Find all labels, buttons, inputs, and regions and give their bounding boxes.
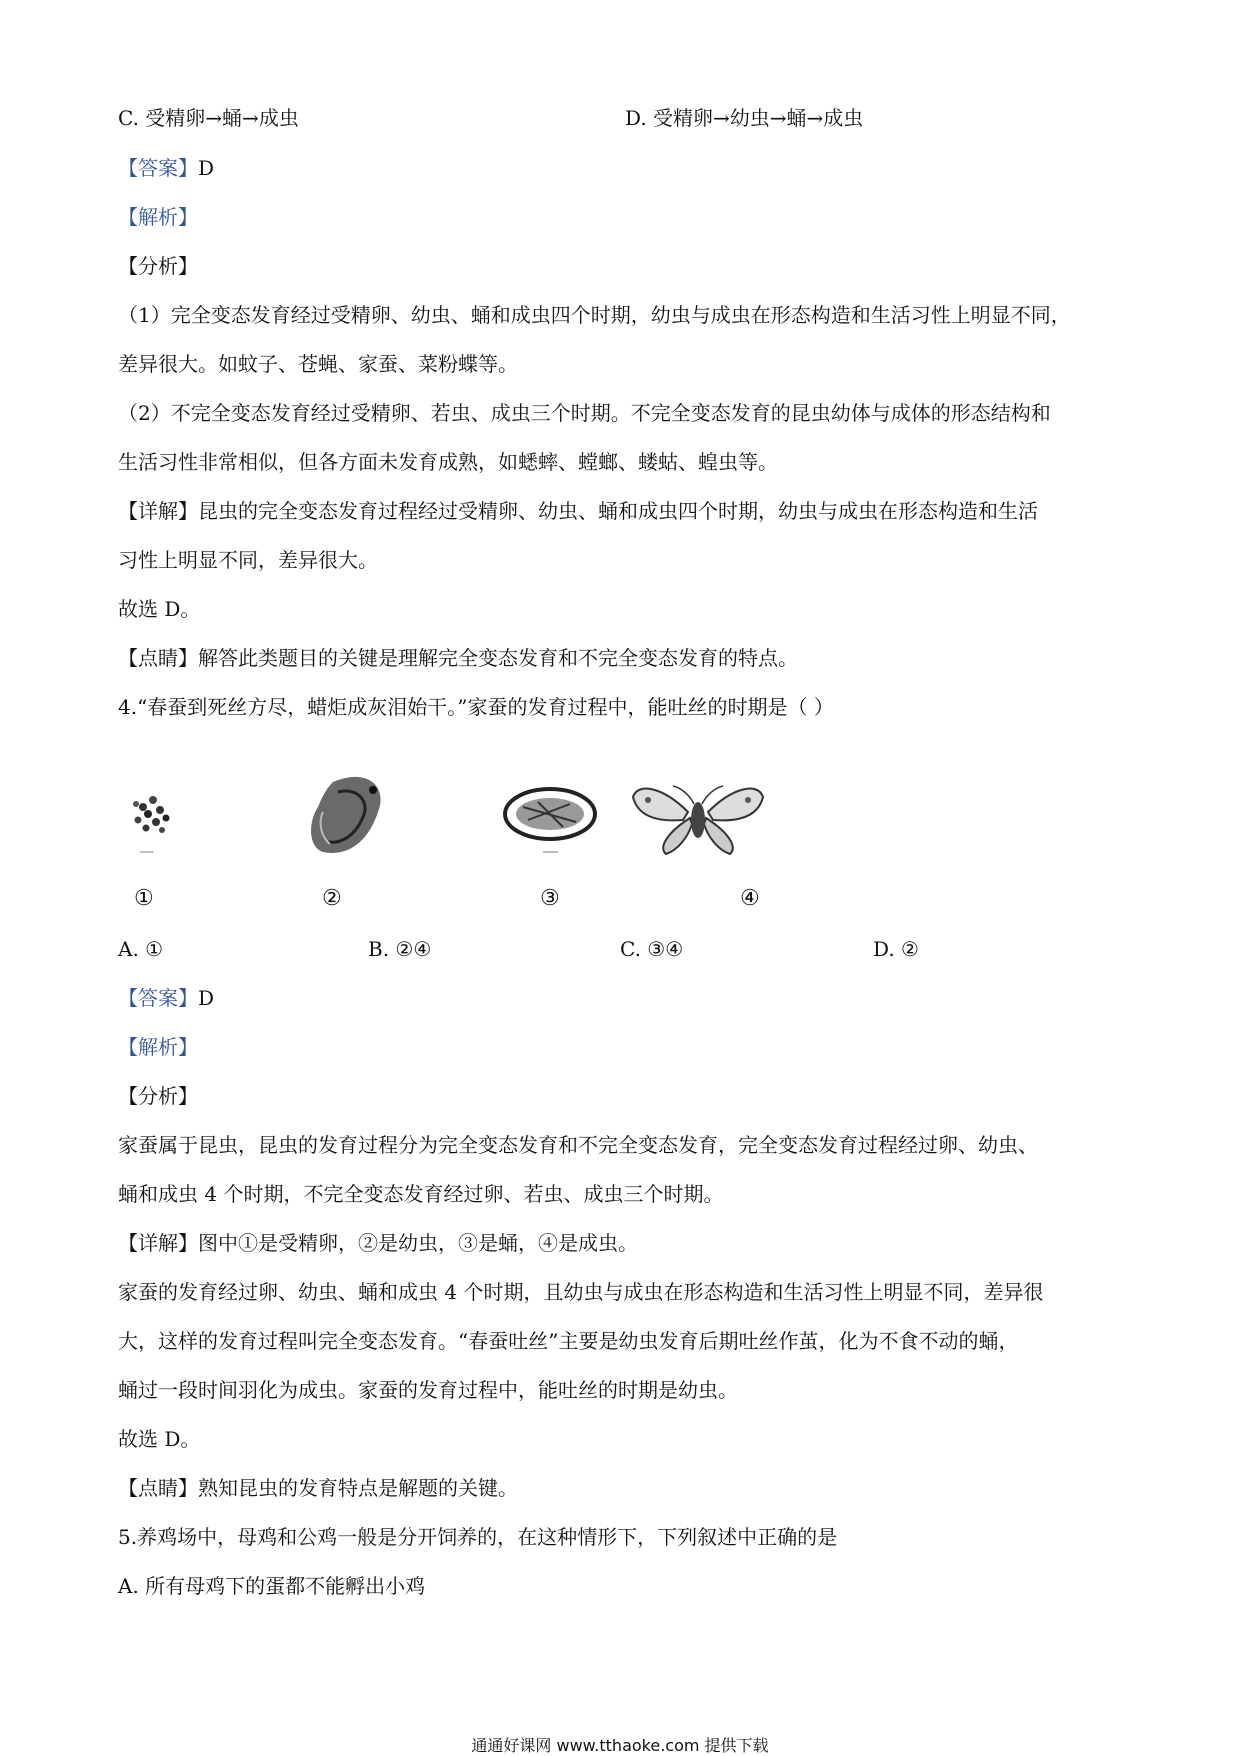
- q4-option-d: D. ②: [873, 937, 919, 961]
- q3-dianjing: 【点睛】解答此类题目的关键是理解完全变态发育和不完全变态发育的特点。: [118, 646, 798, 670]
- q4-jiexi-tag: 【解析】: [118, 1035, 198, 1059]
- answer-value: D: [198, 156, 215, 180]
- fig-label-4: ④: [740, 886, 760, 911]
- q4-option-b: B. ②④: [368, 937, 432, 961]
- answer-value: D: [198, 986, 215, 1010]
- answer-tag: 【答案】: [118, 156, 198, 180]
- q3-option-c: C. 受精卵→蛹→成虫: [118, 106, 299, 130]
- answer-tag: 【答案】: [118, 986, 198, 1010]
- q4-analysis-2: 蛹和成虫 4 个时期，不完全变态发育经过卵、若虫、成虫三个时期。: [118, 1182, 724, 1206]
- q4-analysis-1: 家蚕属于昆虫，昆虫的发育过程分为完全变态发育和不完全变态发育，完全变态发育过程经过卵、幼虫、: [118, 1133, 1038, 1157]
- q4-stem: 4.“春蚕到死丝方尽，蜡炬成灰泪始干。”家蚕的发育过程中，能吐丝的时期是（ ）: [118, 695, 834, 719]
- q4-option-c: C. ③④: [620, 937, 684, 961]
- q4-option-a: A. ①: [118, 937, 164, 961]
- q3-jiexi-tag: 【解析】: [118, 205, 198, 229]
- fig-label-3: ③: [540, 886, 560, 911]
- fig-label-1: ①: [134, 886, 154, 911]
- q3-answer: [118, 154, 214, 182]
- q3-detail-b: 习性上明显不同，差异很大。: [118, 548, 378, 572]
- q3-analysis-2b: 生活习性非常相似，但各方面未发育成熟，如蟋蟀、螳螂、蝼蛄、蝗虫等。: [118, 450, 778, 474]
- q3-option-d: D. 受精卵→幼虫→蛹→成虫: [625, 106, 864, 130]
- q5-option-a: A. 所有母鸡下的蛋都不能孵出小鸡: [118, 1574, 426, 1598]
- larva-image: [311, 777, 381, 853]
- q3-analysis-2a: （2）不完全变态发育经过受精卵、若虫、成虫三个时期。不完全变态发育的昆虫幼体与成体的形态结构和: [118, 401, 1051, 425]
- q3-choose: 故选 D。: [118, 597, 201, 621]
- q4-answer: [118, 984, 214, 1012]
- pupa-cocoon-image: [505, 789, 595, 852]
- q4-choose: 故选 D。: [118, 1427, 201, 1451]
- silkworm-stages-figure: [118, 752, 838, 872]
- moth-image: [633, 786, 763, 854]
- egg-cluster-image: [133, 796, 170, 852]
- q4-dianjing: 【点睛】熟知昆虫的发育特点是解题的关键。: [118, 1476, 518, 1500]
- q4-detail-3: 大，这样的发育过程叫完全变态发育。“春蚕吐丝”主要是幼虫发育后期吐丝作茧，化为不食不动的蛹，: [118, 1329, 1019, 1353]
- q4-detail-4: 蛹过一段时间羽化为成虫。家蚕的发育过程中，能吐丝的时期是幼虫。: [118, 1378, 738, 1402]
- q3-detail-a: 【详解】昆虫的完全变态发育过程经过受精卵、幼虫、蛹和成虫四个时期，幼虫与成虫在形态构造和生活: [118, 499, 1038, 523]
- q4-detail-1: 【详解】图中①是受精卵，②是幼虫，③是蛹，④是成虫。: [118, 1231, 638, 1255]
- footer-source: 通通好课网 www.tthaoke.com 提供下载: [471, 1736, 769, 1755]
- q3-analysis-1a: （1）完全变态发育经过受精卵、幼虫、蛹和成虫四个时期，幼虫与成虫在形态构造和生活习性上明显不同，: [118, 303, 1071, 327]
- q3-fenxi-tag: 【分析】: [118, 254, 198, 278]
- q3-analysis-1b: 差异很大。如蚊子、苍蝇、家蚕、菜粉蝶等。: [118, 352, 518, 376]
- q4-detail-2: 家蚕的发育经过卵、幼虫、蛹和成虫 4 个时期，且幼虫与成虫在形态构造和生活习性上明显不同，差异很: [118, 1280, 1044, 1304]
- q4-fenxi-tag: 【分析】: [118, 1084, 198, 1108]
- fig-label-2: ②: [322, 886, 342, 911]
- q5-stem: 5.养鸡场中，母鸡和公鸡一般是分开饲养的，在这种情形下，下列叙述中正确的是: [118, 1525, 838, 1549]
